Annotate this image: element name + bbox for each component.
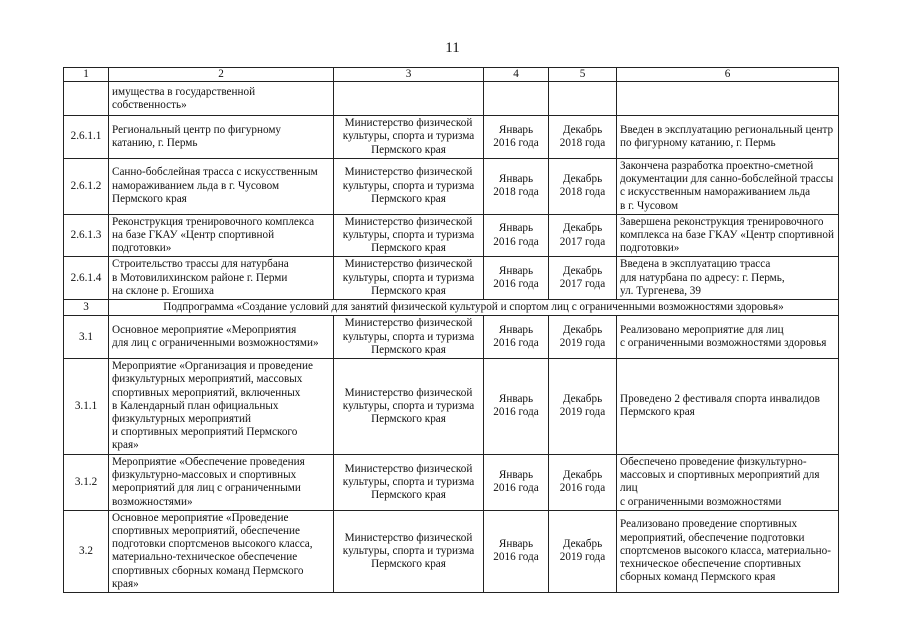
- start-date: Январь 2016 года: [484, 510, 549, 592]
- responsible-executor: Министерство физической культуры, спорта и туризма Пермского края: [334, 257, 484, 300]
- header-row: [64, 68, 839, 82]
- row-number: 2.6.1.4: [64, 257, 109, 300]
- row-number: 2.6.1.2: [64, 158, 109, 214]
- responsible-executor: Министерство физической культуры, спорта и туризма Пермского края: [334, 214, 484, 257]
- start-date: Январь 2016 года: [484, 214, 549, 257]
- end-date: Декабрь 2019 года: [549, 358, 617, 454]
- activity-name: Мероприятие «Организация и проведение физкультурных мероприятий, массовых спортивных мероприятий, включенных в Календарный план официальных физкультурных мероприятий и спортивных мероприятий Пермского края»: [109, 358, 334, 454]
- expected-result: Реализовано проведение спортивных мероприятий, обеспечение подготовки спортсменов высокого класса, материально- техническое обеспечение спортивных сборных команд Пермского края: [617, 510, 839, 592]
- column-header: 5: [549, 68, 617, 82]
- column-header: 6: [617, 68, 839, 82]
- responsible-executor: Министерство физической культуры, спорта и туризма Пермского края: [334, 116, 484, 159]
- row-number: 2.6.1.1: [64, 116, 109, 159]
- expected-result: [617, 82, 839, 116]
- activity-name: Санно-бобслейная трасса с искусственным намораживанием льда в г. Чусовом Пермского края: [109, 158, 334, 214]
- end-date: Декабрь 2016 года: [549, 454, 617, 510]
- row-number: 3.2: [64, 510, 109, 592]
- expected-result: Завершена реконструкция тренировочного комплекса на базе ГКАУ «Центр спортивной подготовки»: [617, 214, 839, 257]
- end-date: Декабрь 2017 года: [549, 257, 617, 300]
- table-row: [64, 358, 839, 454]
- expected-result: Закончена разработка проектно-сметной документации для санно-бобслейной трассы с искусственным намораживанием льда в г. Чусовом: [617, 158, 839, 214]
- expected-result: Введен в эксплуатацию региональный центр по фигурному катанию, г. Пермь: [617, 116, 839, 159]
- start-date: Январь 2016 года: [484, 454, 549, 510]
- start-date: [484, 82, 549, 116]
- activity-name: Строительство трассы для натурбана в Мотовилихинском районе г. Перми на склоне р. Егошиха: [109, 257, 334, 300]
- end-date: Декабрь 2018 года: [549, 116, 617, 159]
- end-date: [549, 82, 617, 116]
- table-row: [64, 316, 839, 359]
- end-date: Декабрь 2017 года: [549, 214, 617, 257]
- table-body: [64, 68, 839, 593]
- table-row: [64, 510, 839, 592]
- start-date: Январь 2016 года: [484, 316, 549, 359]
- table-row: [64, 82, 839, 116]
- responsible-executor: Министерство физической культуры, спорта и туризма Пермского края: [334, 454, 484, 510]
- end-date: Декабрь 2019 года: [549, 316, 617, 359]
- row-number: 3.1.1: [64, 358, 109, 454]
- table-row: [64, 116, 839, 159]
- expected-result: Обеспечено проведение физкультурно- массовых и спортивных мероприятий для лиц с ограниченными возможностями: [617, 454, 839, 510]
- page-number: 11: [445, 40, 460, 56]
- program-table: [63, 67, 839, 593]
- start-date: Январь 2016 года: [484, 116, 549, 159]
- responsible-executor: Министерство физической культуры, спорта и туризма Пермского края: [334, 358, 484, 454]
- activity-name: Основное мероприятие «Мероприятия для лиц с ограниченными возможностями»: [109, 316, 334, 359]
- end-date: Декабрь 2018 года: [549, 158, 617, 214]
- expected-result: Введена в эксплуатацию трасса для натурбана по адресу: г. Пермь, ул. Тургенева, 39: [617, 257, 839, 300]
- activity-name: Реконструкция тренировочного комплекса на базе ГКАУ «Центр спортивной подготовки»: [109, 214, 334, 257]
- row-number: 3.1: [64, 316, 109, 359]
- row-number: 2.6.1.3: [64, 214, 109, 257]
- start-date: Январь 2016 года: [484, 358, 549, 454]
- responsible-executor: Министерство физической культуры, спорта и туризма Пермского края: [334, 316, 484, 359]
- table-row: [64, 214, 839, 257]
- expected-result: Реализовано мероприятие для лиц с ограниченными возможностями здоровья: [617, 316, 839, 359]
- table-row: [64, 454, 839, 510]
- activity-name: имущества в государственной собственность»: [109, 82, 334, 116]
- column-header: 1: [64, 68, 109, 82]
- column-header: 3: [334, 68, 484, 82]
- table-row: [64, 158, 839, 214]
- column-header: 2: [109, 68, 334, 82]
- responsible-executor: Министерство физической культуры, спорта и туризма Пермского края: [334, 510, 484, 592]
- end-date: Декабрь 2019 года: [549, 510, 617, 592]
- expected-result: Проведено 2 фестиваля спорта инвалидов Пермского края: [617, 358, 839, 454]
- activity-name: Региональный центр по фигурному катанию, г. Пермь: [109, 116, 334, 159]
- table-row: [64, 257, 839, 300]
- column-header: 4: [484, 68, 549, 82]
- start-date: Январь 2018 года: [484, 158, 549, 214]
- responsible-executor: [334, 82, 484, 116]
- row-number: 3: [64, 300, 109, 316]
- activity-name: Мероприятие «Обеспечение проведения физкультурно-массовых и спортивных мероприятий для лиц с ограниченными возможностями»: [109, 454, 334, 510]
- row-number: [64, 82, 109, 116]
- responsible-executor: Министерство физической культуры, спорта и туризма Пермского края: [334, 158, 484, 214]
- subprogram-title: Подпрограмма «Создание условий для занятий физической культурой и спортом лиц с ограниченными возможностями здоровья»: [109, 300, 839, 316]
- row-number: 3.1.2: [64, 454, 109, 510]
- start-date: Январь 2016 года: [484, 257, 549, 300]
- subprogram-row: [64, 300, 839, 316]
- activity-name: Основное мероприятие «Проведение спортивных мероприятий, обеспечение подготовки спортсменов высокого класса, материально-техническое обеспечение спортивных сборных команд Пермского края»: [109, 510, 334, 592]
